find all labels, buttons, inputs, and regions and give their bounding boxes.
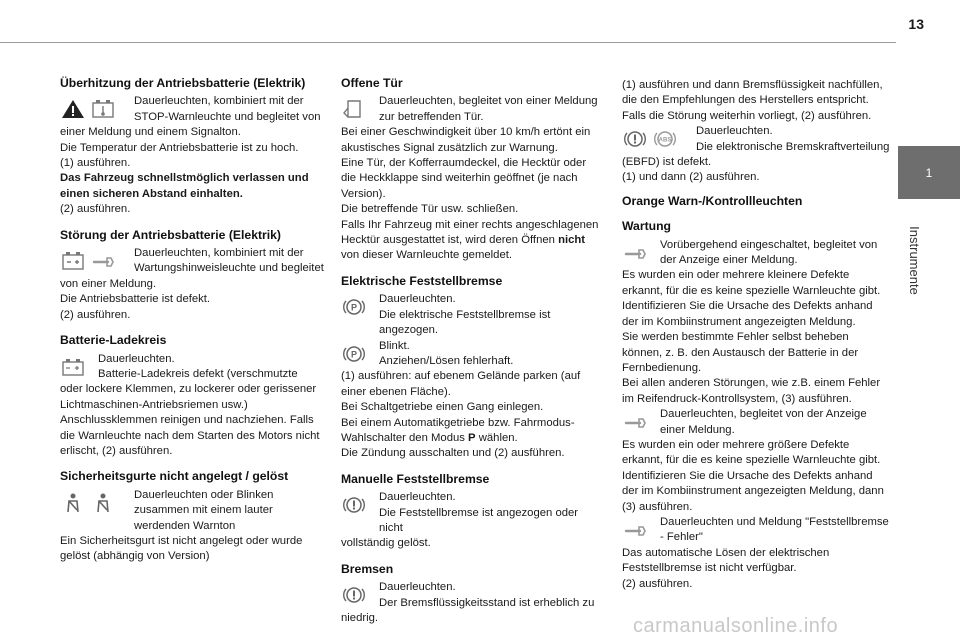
icon-description: Dauerleuchten, begleitet von einer Meldung zur betreffenden Tür. [379,95,598,123]
warning-entry [341,292,603,338]
paragraph: Die Zündung ausschalten und (2) ausführen. [341,447,565,460]
chapter-number: 1 [925,165,933,180]
paragraph: Bei Schaltgetriebe einen Gang einlegen. [341,401,544,414]
paragraph: (EBFD) ist defekt. [622,156,712,169]
paragraph: oder lockere Klemmen, zu lockerer oder gerissener Lichtmaschinen-Antriebsriemen usw.) [60,383,317,411]
seatbelt-icon [60,492,86,514]
paragraph: (2) ausführen. [60,203,131,216]
paragraph: Identifizieren Sie die Ursache des Defekts anhand der im Kombiinstrument angezeigten Meldung. [622,300,873,328]
chapter-title: Instrumente [906,225,922,295]
paragraph: Bei allen anderen Störungen, wie z.B. einem Fehler im Reifendruck-Kontrollsystem, (3) ausführen. [622,377,881,405]
paragraph: (1) ausführen und dann Bremsflüssigkeit nachfüllen, die den Empfehlungen des Herstellers entspricht. Falls die Störung weiterhin vorliegt, (2) ausführen. [622,79,883,122]
paragraph: Es wurden ein oder mehrere kleinere Defekte erkannt, für die es keine spezielle Warnleuchte gibt. [622,269,881,297]
wrench-icon [622,519,648,541]
battery-temperature-icon [90,98,116,120]
paragraph: Identifizieren Sie die Ursache des Defekts anhand der im Kombiinstrument angezeigten Meldung, dann (3) ausführen. [622,469,884,513]
section-title: Überhitzung der Antriebsbatterie (Elektrik) [60,76,306,90]
icon-description: Dauerleuchten, kombiniert mit der Wartungshinweisleuchte und begleitet [134,247,324,275]
paragraph: Falls Ihr Fahrzeug mit einer rechts angeschlagenen Hecktür ausgestattet ist, wird deren Öffnen nicht von dieser Warnleuchte gemeldet. [341,218,599,262]
seatbelt-rear-icon [90,492,116,514]
warning-entry [341,339,603,370]
warning-entry [341,490,603,536]
section-heading: Orange Warn-/Kontrollleuchten [622,193,803,208]
bold-paragraph: Das Fahrzeug schnellstmöglich verlassen und einen sicheren Abstand einhalten. [60,172,309,200]
paragraph: (2) ausführen. [622,577,693,590]
icon-description: Dauerleuchten und Meldung "Feststellbremse - Fehler" [660,515,889,544]
paragraph: Das automatische Lösen der elektrischen Feststellbremse ist nicht verfügbar. [622,546,830,575]
paragraph: (2) ausführen. [60,308,131,321]
warning-entry [341,580,603,611]
section-title: Manuelle Feststellbremse [341,471,490,486]
section-title: Batterie-Ladekreis [60,333,167,348]
brake-warning-icon [341,494,367,516]
abs-icon [652,128,678,150]
icon-description: Dauerleuchten, kombiniert mit der STOP-Warnleuchte und begleitet von [134,95,321,123]
column-3 [622,78,890,592]
section-title: Offene Tür [341,76,403,90]
warning-entry [60,246,328,277]
warning-entry [341,94,603,125]
warning-entry [622,124,890,155]
paragraph: Die betreffende Tür usw. schließen. [341,203,519,216]
paragraph: Die Antriebsbatterie ist defekt. [60,293,211,306]
column-2 [341,76,603,626]
open-door-icon [341,98,367,120]
paragraph: Sie werden bestimmte Fehler selbst beheben können, z. B. den Austausch der Batterie in der Fernbedienung. [622,331,859,374]
svg-text:ABS: ABS [658,137,672,144]
paragraph: Es wurden ein oder mehrere größere Defekte erkannt, für die es keine spezielle Warnleuchte gibt. [622,438,881,467]
icon-description: Dauerleuchten, begleitet von der Anzeige einer Meldung. [660,408,867,436]
brake-warning-icon [622,128,648,150]
section-title: Störung der Antriebsbatterie (Elektrik) [60,227,281,242]
section-title: Bremsen [341,561,394,576]
icon-description: Dauerleuchten. Die Feststellbremse ist angezogen oder nicht [379,491,579,534]
svg-text:P: P [350,349,358,359]
paragraph: (1) ausführen. [60,157,131,170]
wrench-icon [622,242,648,264]
parking-brake-icon [341,343,367,365]
brake-warning-icon [341,584,367,606]
paragraph: vollständig gelöst. [341,537,431,550]
paragraph: Bei einem Automatikgetriebe bzw. Fahrmodus-Wahlschalter den Modus P wählen. [341,416,575,444]
icon-description: Dauerleuchten oder Blinken zusammen mit einem lauter werdenden Warnton [134,488,274,532]
warning-triangle-icon [60,98,86,120]
icon-description: Blinkt. Anziehen/Lösen fehlerhaft. [379,339,514,367]
paragraph: Anschlussklemmen reinigen und nachziehen. Falls die Warnleuchte nach dem Starten des Motors nicht erlischt, (2) ausführen. [60,414,320,457]
header-divider [0,42,896,43]
chapter-tab[interactable] [898,146,960,199]
warning-entry [60,488,328,534]
paragraph: Eine Tür, der Kofferraumdeckel, die Hecktür oder die Heckklappe sind weiterhin geöffnet (je nach Version). [341,157,587,200]
column-1 [60,76,328,565]
paragraph: von einer Meldung. [60,277,157,290]
icon-description: Dauerleuchten. Die elektrische Feststellbremse ist angezogen. [379,293,551,337]
paragraph: Die Temperatur der Antriebsbatterie ist zu hoch. [60,141,299,154]
paragraph: (1) und dann (2) ausführen. [622,171,760,184]
paragraph: Bei einer Geschwindigkeit über 10 km/h ertönt ein akustisches Signal zusätzlich zur Warnung. [341,126,591,154]
watermark: carmanualsonline.info [633,615,839,637]
paragraph: Ein Sicherheitsgurt ist nicht angelegt oder wurde gelöst (abhängig von Version) [60,534,303,563]
icon-description: Dauerleuchten. Der Bremsflüssigkeitsstand ist erheblich zu [379,581,595,609]
page-number: 13 [908,16,924,32]
icon-description: Dauerleuchten. Batterie-Ladekreis defekt (verschmutzte [98,352,298,380]
section-title: Sicherheitsgurte nicht angelegt / gelöst [60,469,289,484]
chapter-title-vertical [898,205,930,315]
icon-description: Vorübergehend eingeschaltet, begleitet von der Anzeige einer Meldung. [660,238,878,267]
paragraph: niedrig. [341,612,379,624]
battery-fault-icon [60,250,86,272]
battery-icon [60,356,86,378]
paragraph: (1) ausführen: auf ebenem Gelände parken (auf einer ebenen Fläche). [341,370,581,398]
icon-description: Dauerleuchten. Die elektronische Bremskraftverteilung [696,125,890,153]
paragraph: einer Meldung und einem Signalton. [60,126,241,139]
wrench-icon [90,250,116,272]
section-title: Elektrische Feststellbremse [341,273,503,288]
warning-entry [60,94,328,125]
warning-entry [622,238,890,269]
section-title: Wartung [622,219,671,234]
wrench-icon [622,411,648,433]
warning-entry [622,515,890,546]
svg-text:P: P [350,302,358,313]
parking-brake-icon [341,296,367,318]
warning-entry [622,407,890,438]
warning-entry [60,352,328,383]
